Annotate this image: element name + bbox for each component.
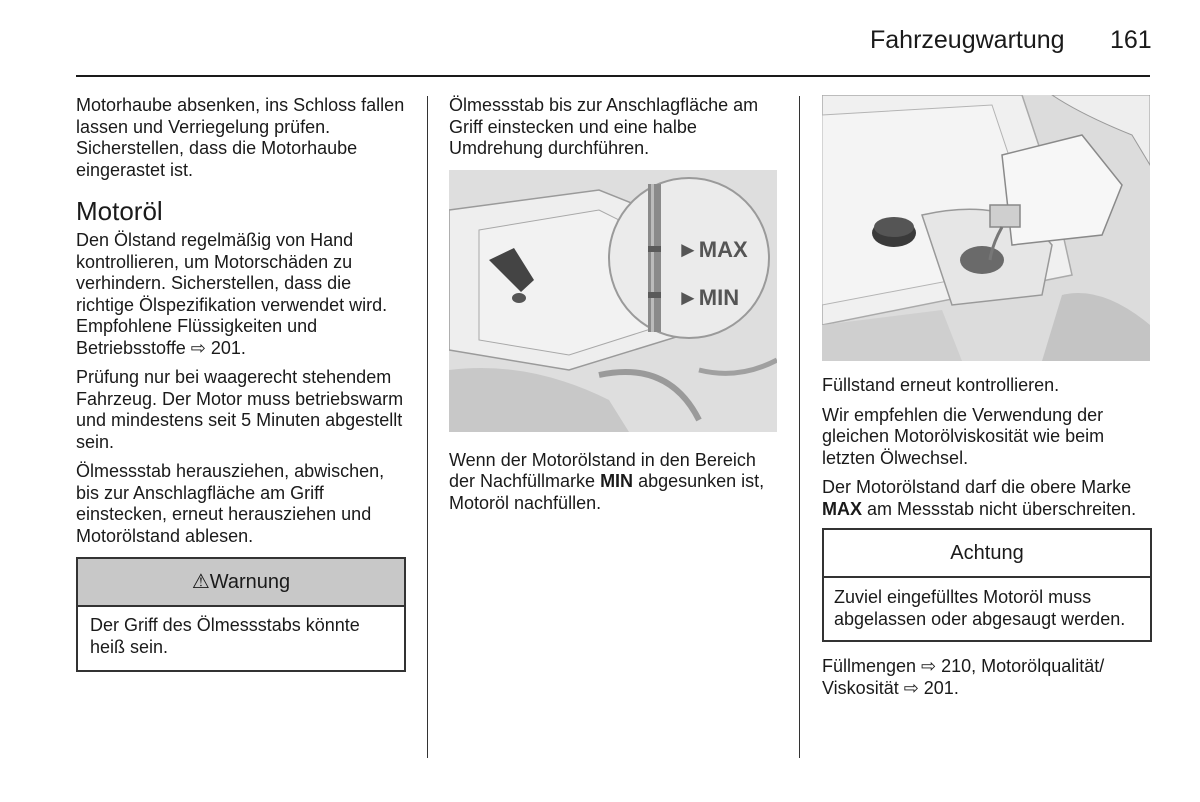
caution-text: Zuviel eingefülltes Motoröl muss abgelassen oder abgesaugt werden. — [834, 587, 1126, 629]
column-divider-right — [799, 96, 800, 758]
paragraph-min-refill — [449, 450, 779, 515]
warning-text: Der Griff des Ölmessstabs könnte heiß sein. — [90, 615, 360, 657]
page-number: 161 — [1110, 26, 1152, 54]
column-divider-left — [427, 96, 428, 758]
min-mark-label: ►MIN — [677, 284, 740, 310]
paragraph-level-vehicle: Prüfung nur bei waagerecht stehendem Fahrzeug. Der Motor muss betriebswarm und mindestens seit 5 Minuten abgestellt sein. — [76, 367, 404, 452]
paragraph-viscosity: Wir empfehlen die Verwendung der gleichen Motorölviskosität wie beim letzten Ölwechsel. — [822, 404, 1105, 468]
page-section-title: Fahrzeugwartung — [870, 26, 1065, 54]
column-right — [822, 95, 1152, 707]
column-middle — [449, 95, 779, 522]
paragraph-insert-dipstick: Ölmessstab bis zur Anschlagfläche am Griff einstecken und eine halbe Umdrehung durchführen. — [449, 95, 759, 158]
text-fragment: Der Motorölstand darf die obere Marke — [822, 477, 1132, 497]
paragraph-dipstick-procedure: Ölmessstab herausziehen, abwischen, bis zur Anschlagfläche am Griff einstecken, erneut herausziehen und Motorölstand ablesen. — [76, 461, 385, 546]
max-mark-label: ►MAX — [677, 236, 748, 262]
paragraph-references: Füllmengen ⇨ 210, Motorölqualität/ Viskosität ⇨ 201. — [822, 656, 1105, 698]
text-fragment: abgesunken ist, Motoröl nachfüllen. — [449, 471, 765, 513]
paragraph-recheck: Füllstand erneut kontrollieren. — [822, 375, 1060, 395]
caution-box — [822, 528, 1152, 642]
section-heading-motoroel: Motoröl — [76, 196, 163, 226]
column-left — [76, 95, 406, 672]
warning-title: ⚠Warnung — [78, 559, 404, 607]
warning-box — [76, 557, 406, 672]
paragraph-oil-check: Den Ölstand regelmäßig von Hand kontrollieren, um Motorschäden zu verhindern. Sicherstellen, dass die richtige Ölspezifikation verwendet wird. Empfohlene Flüssigkeiten und Betriebsstoffe ⇨ 201. — [76, 230, 388, 358]
caution-title: Achtung — [824, 530, 1150, 578]
paragraph-hood-close: Motorhaube absenken, ins Schloss fallen lassen und Verriegelung prüfen. Sicherstellen, dass die Motorhaube eingerastet ist. — [76, 95, 405, 180]
paragraph-max-limit — [822, 477, 1152, 520]
min-mark-bold: MIN — [600, 471, 634, 491]
oil-filling-illustration — [822, 95, 1150, 361]
max-mark-bold: MAX — [822, 498, 862, 519]
dipstick-illustration — [449, 170, 777, 432]
header-rule — [76, 75, 1150, 77]
text-fragment: am Messstab nicht überschreiten. — [862, 498, 1137, 519]
text-fragment: Wenn der Motorölstand in den Bereich der Nachfüllmarke — [449, 449, 756, 491]
